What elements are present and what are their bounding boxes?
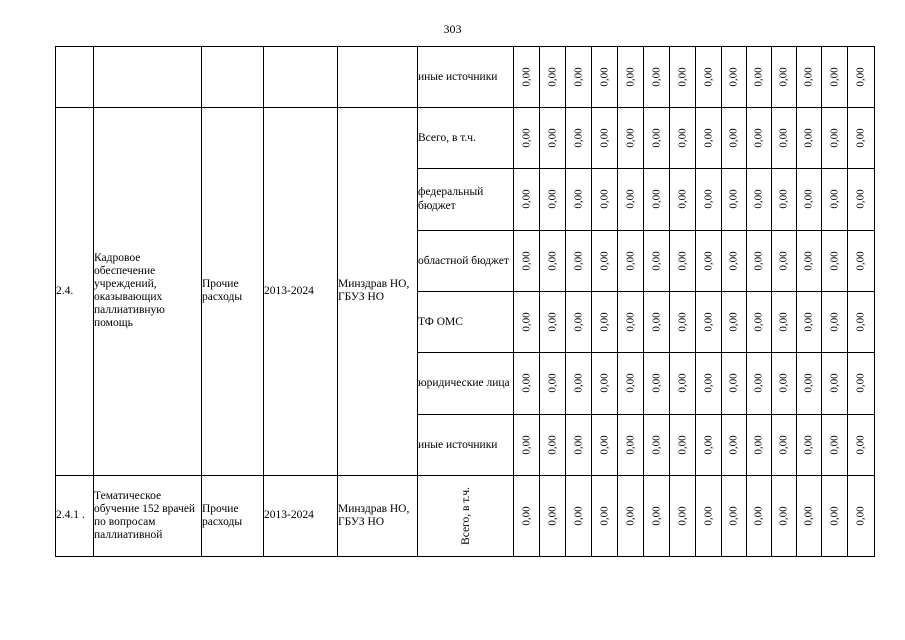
funding-source: Всего, в т.ч. xyxy=(418,108,514,169)
value-text: 0,00 xyxy=(753,373,765,394)
value-cell xyxy=(797,353,822,414)
value-text: 0,00 xyxy=(753,128,765,148)
value-text: 0,00 xyxy=(855,189,867,210)
value-cell xyxy=(696,353,722,414)
value-text: 0,00 xyxy=(598,251,611,271)
value-text: 0,00 xyxy=(803,67,815,87)
value-cell xyxy=(618,108,644,169)
value-text: 0,00 xyxy=(828,67,841,87)
value-cell xyxy=(540,47,566,108)
value-text: 0,00 xyxy=(520,128,533,148)
empty-cell xyxy=(202,47,264,108)
value-text: 0,00 xyxy=(572,435,585,455)
value-cell xyxy=(592,230,618,291)
value-text: 0,00 xyxy=(598,506,611,526)
value-cell xyxy=(772,414,797,475)
value-cell xyxy=(670,353,696,414)
value-cell xyxy=(618,47,644,108)
value-cell xyxy=(822,291,848,352)
value-cell xyxy=(696,291,722,352)
value-cell xyxy=(566,414,592,475)
value-text: 0,00 xyxy=(546,506,559,526)
value-cell xyxy=(848,291,875,352)
value-cell xyxy=(722,353,747,414)
value-text: 0,00 xyxy=(546,251,559,271)
value-cell xyxy=(848,475,875,556)
table-row xyxy=(56,47,875,108)
value-cell xyxy=(848,108,875,169)
value-cell xyxy=(670,291,696,352)
value-text: 0,00 xyxy=(650,67,663,87)
value-text: 0,00 xyxy=(624,67,637,87)
value-cell xyxy=(772,475,797,556)
value-text: 0,00 xyxy=(624,251,637,271)
value-text: 0,00 xyxy=(624,128,637,148)
value-text: 0,00 xyxy=(598,67,611,87)
value-text: 0,00 xyxy=(855,435,867,455)
value-cell xyxy=(592,291,618,352)
value-text: 0,00 xyxy=(572,189,585,210)
value-cell xyxy=(722,414,747,475)
value-text: 0,00 xyxy=(572,373,585,394)
value-cell xyxy=(722,475,747,556)
value-cell xyxy=(797,230,822,291)
value-cell xyxy=(772,291,797,352)
value-text: 0,00 xyxy=(598,373,611,394)
empty-cell xyxy=(56,47,94,108)
value-text: 0,00 xyxy=(778,251,790,271)
funding-source: иные источники xyxy=(418,414,514,475)
value-cell xyxy=(696,230,722,291)
value-cell xyxy=(797,475,822,556)
value-text: 0,00 xyxy=(702,189,715,210)
value-text: 0,00 xyxy=(676,373,689,394)
value-text: 0,00 xyxy=(598,189,611,210)
value-text: 0,00 xyxy=(676,251,689,271)
value-text: 0,00 xyxy=(676,506,689,526)
value-cell xyxy=(747,353,772,414)
value-text: 0,00 xyxy=(803,506,815,526)
value-cell xyxy=(670,475,696,556)
value-text: 0,00 xyxy=(702,506,715,526)
value-cell xyxy=(514,291,540,352)
value-text: 0,00 xyxy=(702,312,715,332)
value-text: 0,00 xyxy=(546,189,559,210)
value-cell xyxy=(772,108,797,169)
value-text: 0,00 xyxy=(728,435,740,455)
value-text: 0,00 xyxy=(546,373,559,394)
value-cell xyxy=(592,108,618,169)
value-cell xyxy=(618,475,644,556)
value-cell xyxy=(822,108,848,169)
value-text: 0,00 xyxy=(778,67,790,87)
value-cell xyxy=(747,108,772,169)
value-text: 0,00 xyxy=(572,506,585,526)
value-text: 0,00 xyxy=(650,128,663,148)
value-cell xyxy=(540,230,566,291)
value-text: 0,00 xyxy=(676,67,689,87)
value-cell xyxy=(797,108,822,169)
value-text: 0,00 xyxy=(702,435,715,455)
funding-source-text: Всего, в т.ч. xyxy=(459,486,472,545)
value-text: 0,00 xyxy=(828,128,841,148)
value-cell xyxy=(670,47,696,108)
value-cell xyxy=(822,47,848,108)
value-text: 0,00 xyxy=(855,506,867,526)
value-cell xyxy=(566,353,592,414)
value-text: 0,00 xyxy=(546,435,559,455)
value-text: 0,00 xyxy=(778,373,790,394)
value-cell xyxy=(644,47,670,108)
value-cell xyxy=(696,414,722,475)
value-text: 0,00 xyxy=(728,373,740,394)
value-cell xyxy=(670,169,696,230)
value-cell xyxy=(722,169,747,230)
value-text: 0,00 xyxy=(728,67,740,87)
value-cell xyxy=(592,47,618,108)
value-text: 0,00 xyxy=(855,128,867,148)
value-cell xyxy=(670,108,696,169)
value-cell xyxy=(618,414,644,475)
value-text: 0,00 xyxy=(624,435,637,455)
value-text: 0,00 xyxy=(650,312,663,332)
value-text: 0,00 xyxy=(572,128,585,148)
value-cell xyxy=(644,475,670,556)
value-cell xyxy=(592,353,618,414)
value-cell xyxy=(514,475,540,556)
period: 2013-2024 xyxy=(264,108,338,476)
value-cell xyxy=(848,169,875,230)
value-cell xyxy=(822,353,848,414)
value-cell xyxy=(514,353,540,414)
value-text: 0,00 xyxy=(650,373,663,394)
value-cell xyxy=(592,414,618,475)
value-text: 0,00 xyxy=(520,189,533,210)
value-text: 0,00 xyxy=(753,67,765,87)
value-text: 0,00 xyxy=(855,312,867,332)
value-cell xyxy=(797,414,822,475)
value-text: 0,00 xyxy=(702,373,715,394)
value-text: 0,00 xyxy=(803,373,815,394)
value-text: 0,00 xyxy=(803,189,815,210)
value-text: 0,00 xyxy=(546,128,559,148)
value-text: 0,00 xyxy=(778,312,790,332)
value-cell xyxy=(722,291,747,352)
value-cell xyxy=(540,169,566,230)
empty-cell xyxy=(264,47,338,108)
value-cell xyxy=(618,291,644,352)
value-text: 0,00 xyxy=(572,67,585,87)
value-text: 0,00 xyxy=(572,312,585,332)
value-cell xyxy=(566,47,592,108)
value-cell xyxy=(566,291,592,352)
value-cell xyxy=(540,475,566,556)
value-cell xyxy=(540,353,566,414)
value-text: 0,00 xyxy=(753,251,765,271)
value-text: 0,00 xyxy=(778,128,790,148)
value-text: 0,00 xyxy=(728,189,740,210)
value-cell xyxy=(747,475,772,556)
funding-source xyxy=(418,475,514,556)
value-text: 0,00 xyxy=(728,312,740,332)
value-text: 0,00 xyxy=(676,312,689,332)
value-cell xyxy=(822,414,848,475)
value-text: 0,00 xyxy=(598,128,611,148)
value-cell xyxy=(772,230,797,291)
value-cell xyxy=(747,414,772,475)
page-number: 303 xyxy=(443,22,462,36)
funding-source: федеральный бюджет xyxy=(418,169,514,230)
value-cell xyxy=(592,169,618,230)
value-text: 0,00 xyxy=(624,312,637,332)
value-cell xyxy=(644,414,670,475)
value-text: 0,00 xyxy=(650,189,663,210)
executor: Минздрав НО, ГБУЗ НО xyxy=(338,475,418,556)
value-cell xyxy=(514,47,540,108)
value-text: 0,00 xyxy=(702,128,715,148)
value-text: 0,00 xyxy=(828,189,841,210)
value-text: 0,00 xyxy=(828,506,841,526)
value-cell xyxy=(540,108,566,169)
value-cell xyxy=(848,47,875,108)
table-row xyxy=(56,108,875,169)
value-cell xyxy=(618,230,644,291)
funding-source: иные источники xyxy=(418,47,514,108)
value-text: 0,00 xyxy=(650,506,663,526)
value-text: 0,00 xyxy=(828,251,841,271)
value-cell xyxy=(540,414,566,475)
value-cell xyxy=(722,230,747,291)
value-text: 0,00 xyxy=(803,312,815,332)
value-text: 0,00 xyxy=(803,251,815,271)
value-text: 0,00 xyxy=(778,506,790,526)
expense-kind: Прочие расходы xyxy=(202,108,264,476)
value-text: 0,00 xyxy=(624,373,637,394)
value-cell xyxy=(592,475,618,556)
value-text: 0,00 xyxy=(598,435,611,455)
value-text: 0,00 xyxy=(676,189,689,210)
value-text: 0,00 xyxy=(828,435,841,455)
value-text: 0,00 xyxy=(803,435,815,455)
value-text: 0,00 xyxy=(520,435,533,455)
value-text: 0,00 xyxy=(624,506,637,526)
item-code: 2.4.1 . xyxy=(56,475,94,556)
value-text: 0,00 xyxy=(702,251,715,271)
value-text: 0,00 xyxy=(828,373,841,394)
value-text: 0,00 xyxy=(803,128,815,148)
value-cell xyxy=(772,47,797,108)
budget-table xyxy=(55,46,875,557)
value-cell xyxy=(670,414,696,475)
item-name: Кадровое обеспечение учреждений, оказывающих паллиативную помощь xyxy=(94,108,202,476)
value-cell xyxy=(644,230,670,291)
value-text: 0,00 xyxy=(753,506,765,526)
value-cell xyxy=(696,47,722,108)
value-cell xyxy=(566,475,592,556)
value-cell xyxy=(644,169,670,230)
value-text: 0,00 xyxy=(650,435,663,455)
value-cell xyxy=(797,47,822,108)
value-text: 0,00 xyxy=(828,312,841,332)
value-text: 0,00 xyxy=(855,251,867,271)
value-text: 0,00 xyxy=(520,312,533,332)
period: 2013-2024 xyxy=(264,475,338,556)
value-cell xyxy=(670,230,696,291)
value-text: 0,00 xyxy=(855,373,867,394)
value-text: 0,00 xyxy=(546,67,559,87)
value-text: 0,00 xyxy=(728,128,740,148)
value-cell xyxy=(797,291,822,352)
value-cell xyxy=(822,230,848,291)
value-cell xyxy=(514,230,540,291)
value-cell xyxy=(644,353,670,414)
value-cell xyxy=(747,47,772,108)
item-code: 2.4. xyxy=(56,108,94,476)
value-text: 0,00 xyxy=(520,506,533,526)
value-cell xyxy=(696,169,722,230)
value-cell xyxy=(644,108,670,169)
executor: Минздрав НО, ГБУЗ НО xyxy=(338,108,418,476)
value-text: 0,00 xyxy=(520,373,533,394)
value-cell xyxy=(848,414,875,475)
value-text: 0,00 xyxy=(546,312,559,332)
value-text: 0,00 xyxy=(728,251,740,271)
funding-source: юридические лица xyxy=(418,353,514,414)
expense-kind: Прочие расходы xyxy=(202,475,264,556)
value-cell xyxy=(566,230,592,291)
value-cell xyxy=(514,414,540,475)
value-text: 0,00 xyxy=(520,67,533,87)
value-cell xyxy=(747,230,772,291)
value-text: 0,00 xyxy=(624,189,637,210)
value-cell xyxy=(644,291,670,352)
empty-cell xyxy=(94,47,202,108)
table-row xyxy=(56,475,875,556)
value-cell xyxy=(696,475,722,556)
value-text: 0,00 xyxy=(520,251,533,271)
value-cell xyxy=(722,108,747,169)
value-cell xyxy=(514,169,540,230)
value-text: 0,00 xyxy=(702,67,715,87)
value-cell xyxy=(747,291,772,352)
value-cell xyxy=(822,169,848,230)
value-cell xyxy=(696,108,722,169)
value-cell xyxy=(772,353,797,414)
value-cell xyxy=(797,169,822,230)
value-cell xyxy=(747,169,772,230)
value-cell xyxy=(618,169,644,230)
value-text: 0,00 xyxy=(598,312,611,332)
empty-cell xyxy=(338,47,418,108)
value-text: 0,00 xyxy=(676,128,689,148)
value-cell xyxy=(722,47,747,108)
value-text: 0,00 xyxy=(728,506,740,526)
value-cell xyxy=(848,353,875,414)
value-text: 0,00 xyxy=(778,189,790,210)
value-text: 0,00 xyxy=(778,435,790,455)
value-cell xyxy=(618,353,644,414)
value-cell xyxy=(540,291,566,352)
value-text: 0,00 xyxy=(572,251,585,271)
value-text: 0,00 xyxy=(676,435,689,455)
funding-source: областной бюджет xyxy=(418,230,514,291)
value-text: 0,00 xyxy=(650,251,663,271)
value-cell xyxy=(822,475,848,556)
funding-source: ТФ ОМС xyxy=(418,291,514,352)
value-cell xyxy=(566,108,592,169)
value-text: 0,00 xyxy=(753,435,765,455)
value-cell xyxy=(772,169,797,230)
value-text: 0,00 xyxy=(855,67,867,87)
value-text: 0,00 xyxy=(753,312,765,332)
value-cell xyxy=(514,108,540,169)
value-cell xyxy=(848,230,875,291)
value-cell xyxy=(566,169,592,230)
item-name: Тематическое обучение 152 врачей по вопросам паллиативной xyxy=(94,475,202,556)
value-text: 0,00 xyxy=(753,189,765,210)
